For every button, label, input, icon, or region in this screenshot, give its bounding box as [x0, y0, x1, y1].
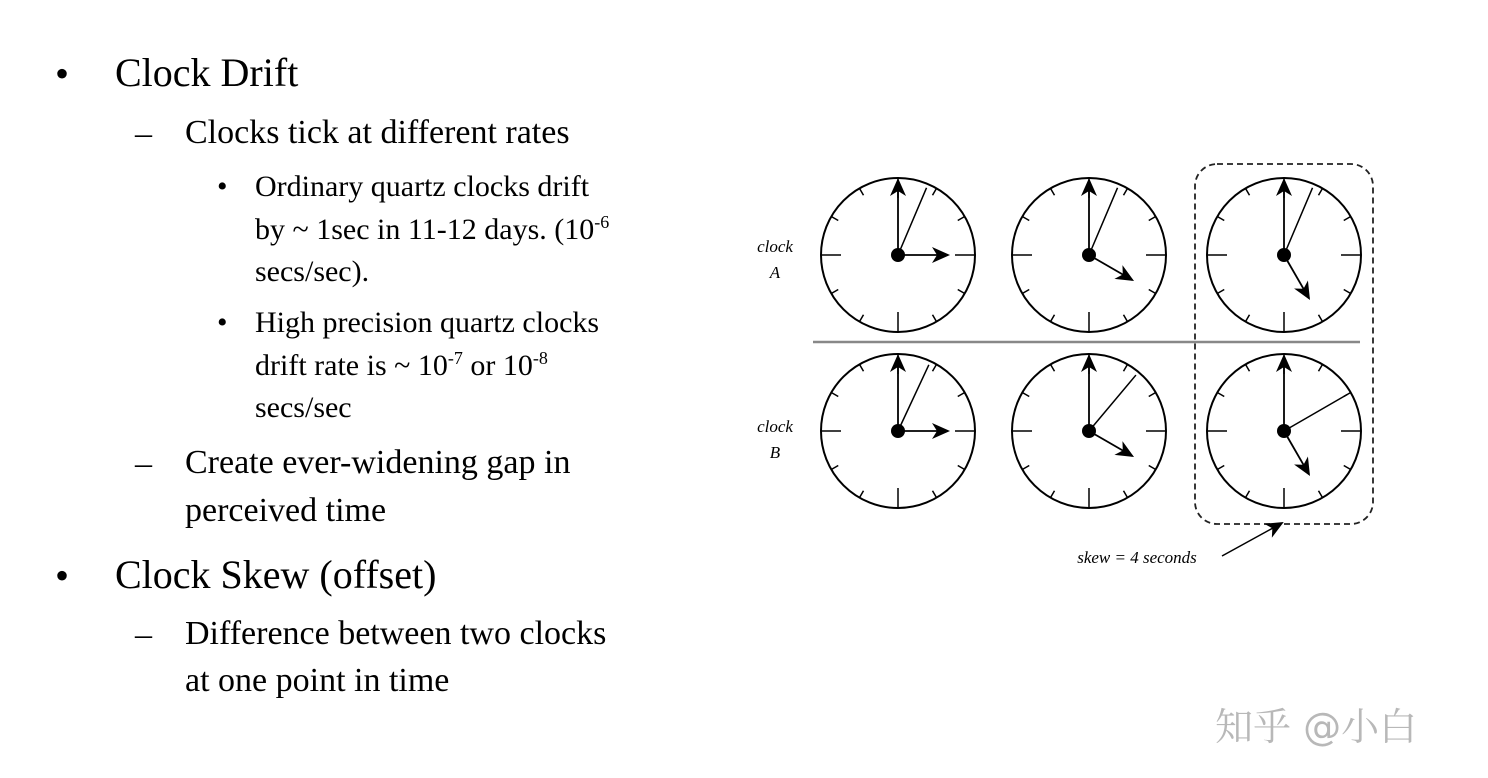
clock-skew-heading: Clock Skew (offset)	[115, 552, 437, 597]
exponent: -6	[594, 212, 610, 233]
drift-detail-1-line-3: secs/sec).	[255, 255, 370, 288]
skew-pointer-arrow	[1222, 523, 1282, 556]
clock-b-2-face	[1012, 354, 1166, 508]
clock-a-3-face	[1207, 178, 1361, 332]
exponent: -8	[532, 348, 548, 369]
drift-point-2-line-1: Create ever-widening gap in	[185, 444, 571, 481]
clock-a-1-face	[821, 178, 975, 332]
exponent: -7	[447, 348, 463, 369]
drift-point-1: Clocks tick at different rates	[185, 114, 570, 151]
drift-point-2-line-2: perceived time	[185, 492, 387, 529]
drift-detail-2-line-1: High precision quartz clocks	[255, 306, 600, 339]
center-pivot	[1277, 248, 1291, 262]
clock-b-3-face	[1207, 354, 1361, 508]
skew-label: skew = 4 seconds	[1077, 548, 1197, 567]
clock-a-2-face	[1012, 178, 1166, 332]
clock-drift-heading: Clock Drift	[115, 50, 299, 95]
text: drift rate is ~ 10	[255, 349, 448, 382]
skew-point-1-line-1: Difference between two clocks	[185, 615, 607, 652]
sub-bullet: •	[217, 306, 228, 339]
drift-detail-2-line-3: secs/sec	[255, 391, 352, 424]
center-pivot	[891, 248, 905, 262]
bullet: •	[55, 51, 70, 96]
bullet: •	[55, 553, 70, 598]
drift-detail-1-line-1: Ordinary quartz clocks drift	[255, 170, 590, 203]
center-pivot	[891, 424, 905, 438]
dash: –	[135, 616, 152, 653]
dash: –	[135, 445, 152, 482]
clock-a-letter: A	[769, 263, 781, 282]
center-pivot	[1082, 248, 1096, 262]
clock-b-label: clock	[757, 417, 793, 436]
dash: –	[135, 115, 152, 152]
center-pivot	[1277, 424, 1291, 438]
skew-point-1-line-2: at one point in time	[185, 662, 450, 699]
text: or 10	[462, 349, 533, 382]
clock-a-label: clock	[757, 237, 793, 256]
watermark: 知乎 @小白	[1215, 705, 1418, 749]
center-pivot	[1082, 424, 1096, 438]
clock-b-1-face	[821, 354, 975, 508]
sub-bullet: •	[217, 170, 228, 203]
text: by ~ 1sec in 11-12 days. (10	[255, 213, 595, 246]
clock-b-letter: B	[769, 443, 781, 462]
